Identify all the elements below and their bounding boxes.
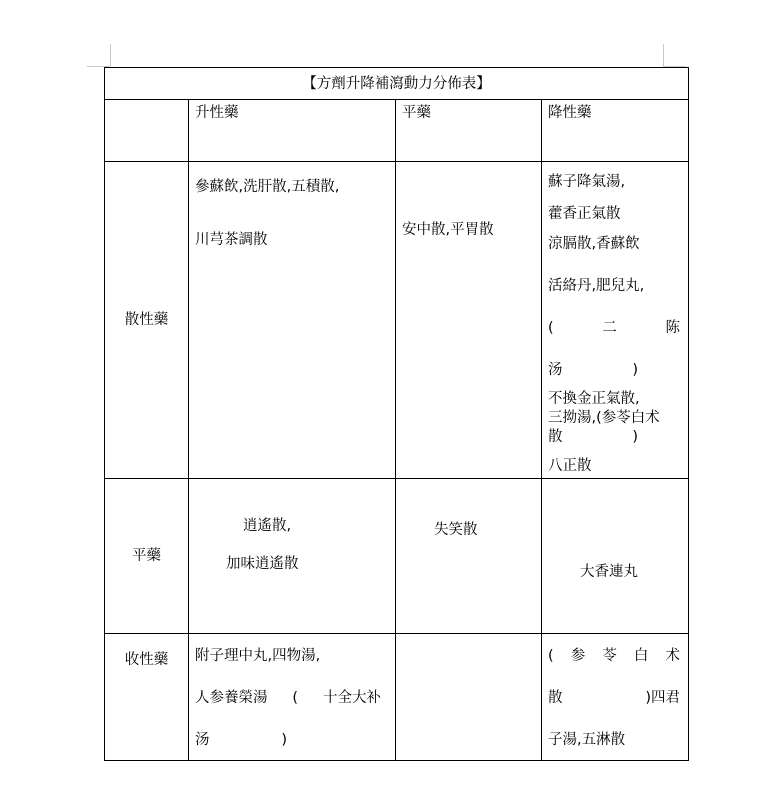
cell-char: )四君 [645, 690, 680, 706]
cell-line: 藿香正氣散 [548, 206, 621, 222]
cell-char: ) [281, 732, 287, 748]
cell-astringent-neutral [396, 634, 542, 761]
cell-line [548, 428, 638, 446]
header-rising: 升性藥 [189, 100, 396, 162]
crop-mark [663, 44, 664, 66]
cell-char: ( [548, 320, 554, 336]
cell-line: 子湯,五淋散 [548, 732, 626, 748]
cell-char: ( [548, 648, 554, 664]
table-header-row [105, 100, 689, 162]
cell-neutral-falling [542, 479, 689, 634]
formula-distribution-table [104, 67, 689, 761]
cell-line: 加味逍遙散 [226, 556, 299, 572]
cell-line [548, 360, 638, 380]
cell-line [548, 318, 680, 338]
cell-astringent-rising [189, 634, 396, 761]
cell-char: 陈 [665, 320, 680, 336]
cell-line [548, 646, 680, 666]
cell-line: 安中散,平胃散 [402, 222, 494, 238]
cell-line: 活絡丹,肥兒丸, [548, 278, 645, 294]
cell-char: ) [632, 429, 638, 445]
cell-line: 參蘇飲,洗肝散,五積散, [195, 179, 340, 195]
table-row [105, 162, 689, 479]
cell-line: 蘇子降氣湯, [548, 174, 626, 190]
cell-line [548, 688, 680, 708]
cell-char: 苓 [602, 648, 617, 664]
cell-char: 参 [570, 648, 586, 664]
row-label-dispersing: 散性藥 [105, 162, 189, 479]
header-falling: 降性藥 [542, 100, 689, 162]
cell-line: 涼膈散,香蘇飲 [548, 236, 640, 252]
cell-dispersing-neutral [396, 162, 542, 479]
cell-neutral-neutral [396, 479, 542, 634]
cell-char: 散 [548, 690, 563, 706]
cell-astringent-falling [542, 634, 689, 761]
cell-line: 失笑散 [434, 522, 478, 538]
cell-char: 人参養榮湯 [195, 690, 268, 706]
cell-char: 二 [602, 320, 617, 336]
cell-line: 逍遙散, [243, 518, 292, 534]
table-row [105, 634, 689, 761]
cell-line: 不換金正氣散, [548, 391, 640, 407]
cell-char: 汤 [195, 732, 210, 748]
cell-line: 川芎茶調散 [195, 232, 268, 248]
table-row [105, 479, 689, 634]
cell-char: 术 [665, 648, 680, 664]
cell-line: 三拗湯,(参苓白术 [548, 410, 660, 426]
cell-line [195, 730, 287, 750]
cell-dispersing-falling [542, 162, 689, 479]
cell-char: 散 [548, 429, 563, 445]
header-neutral: 平藥 [396, 100, 542, 162]
cell-char: 汤 [548, 362, 563, 378]
cell-char: ) [632, 362, 638, 378]
cell-line: 八正散 [548, 458, 592, 474]
crop-mark [110, 44, 111, 66]
table-title: 【方劑升降補瀉動力分佈表】 [105, 68, 689, 100]
table-title-row [105, 68, 689, 100]
cell-neutral-rising [189, 479, 396, 634]
cell-line [195, 688, 381, 708]
cell-line: 附子理中丸,四物湯, [195, 648, 321, 664]
cell-char: 白 [633, 648, 649, 664]
cell-char: 十全大补 [322, 690, 381, 706]
header-corner-cell [105, 100, 189, 162]
cell-char: ( [292, 690, 299, 706]
row-label-astringent: 收性藥 [105, 634, 189, 761]
cell-dispersing-rising [189, 162, 396, 479]
cell-line: 大香連丸 [580, 564, 638, 580]
row-label-neutral: 平藥 [105, 479, 189, 634]
